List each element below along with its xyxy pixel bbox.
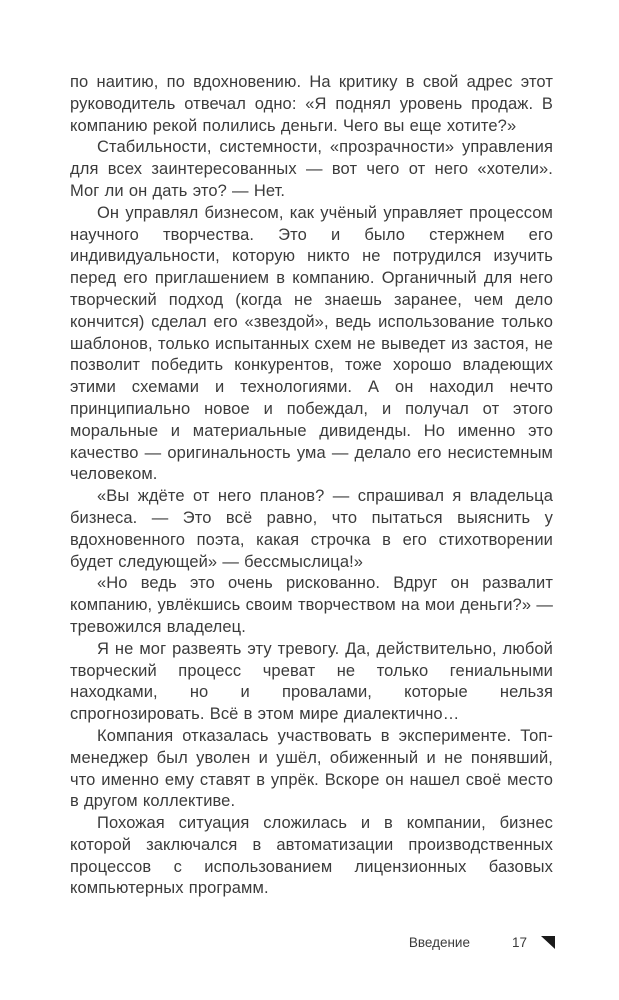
paragraph: Он управлял бизнесом, как учёный управляет процессом научного творчества. Это и было стержнем его индивидуальности, которую никто не потрудился изучить перед его приглашением в компанию. Органичный для него творческий подход (когда не знаешь заранее, чем дело кончится) сделал его «звездой», ведь использование только шаблонов, только испытанных схем не выведет из застоя, не позволит победить конкурентов, тоже хорошо владеющих этими схемами и технологиями. А он находил нечто принципиально новое и побеждал, и получал от этого моральные и материальные дивиденды. Но именно это качество — оригинальность ума — делало его несистемным человеком. [70, 203, 553, 484]
paragraph: Компания отказалась участвовать в эксперименте. Топ-менеджер был уволен и ушёл, обиженный и не понявший, что именно ему ставят в упрёк. Вскоре он нашел своё место в другом коллективе. [70, 726, 553, 811]
page-footer [409, 935, 555, 950]
page-corner-marker-icon [541, 936, 555, 949]
paragraph: Я не мог развеять эту тревогу. Да, действительно, любой творческий процесс чреват не только гениальными находками, но и провалами, которые нельзя спрогнозировать. Всё в этом мире диалектично… [70, 639, 553, 724]
paragraph: «Но ведь это очень рискованно. Вдруг он развалит компанию, увлёкшись своим творчеством на мои деньги?» — тревожился владелец. [70, 574, 553, 636]
page-number: 17 [511, 935, 527, 950]
paragraph: Похожая ситуация сложилась и в компании, бизнес которой заключался в автоматизации производственных процессов с использованием лицензионных базовых компьютерных программ. [70, 814, 553, 898]
paragraph: Стабильности, системности, «прозрачности» управления для всех заинтересованных — вот чего от него «хотели». Мог ли он дать это? — Нет. [70, 138, 553, 200]
paragraph: «Вы ждёте от него планов? — спрашивал я владельца бизнеса. — Это всё равно, что пытаться выяснить у вдохновенного поэта, какая строчка в его стихотворении будет следующей» — бессмыслица!» [70, 487, 553, 571]
paragraph: по наитию, по вдохновению. На критику в свой адрес этот руководитель отвечал одно: «Я поднял уровень продаж. В компанию рекой полились деньги. Чего вы еще хотите?» [70, 73, 553, 135]
footer-section-title: Введение [408, 935, 470, 950]
body-text [70, 72, 553, 900]
